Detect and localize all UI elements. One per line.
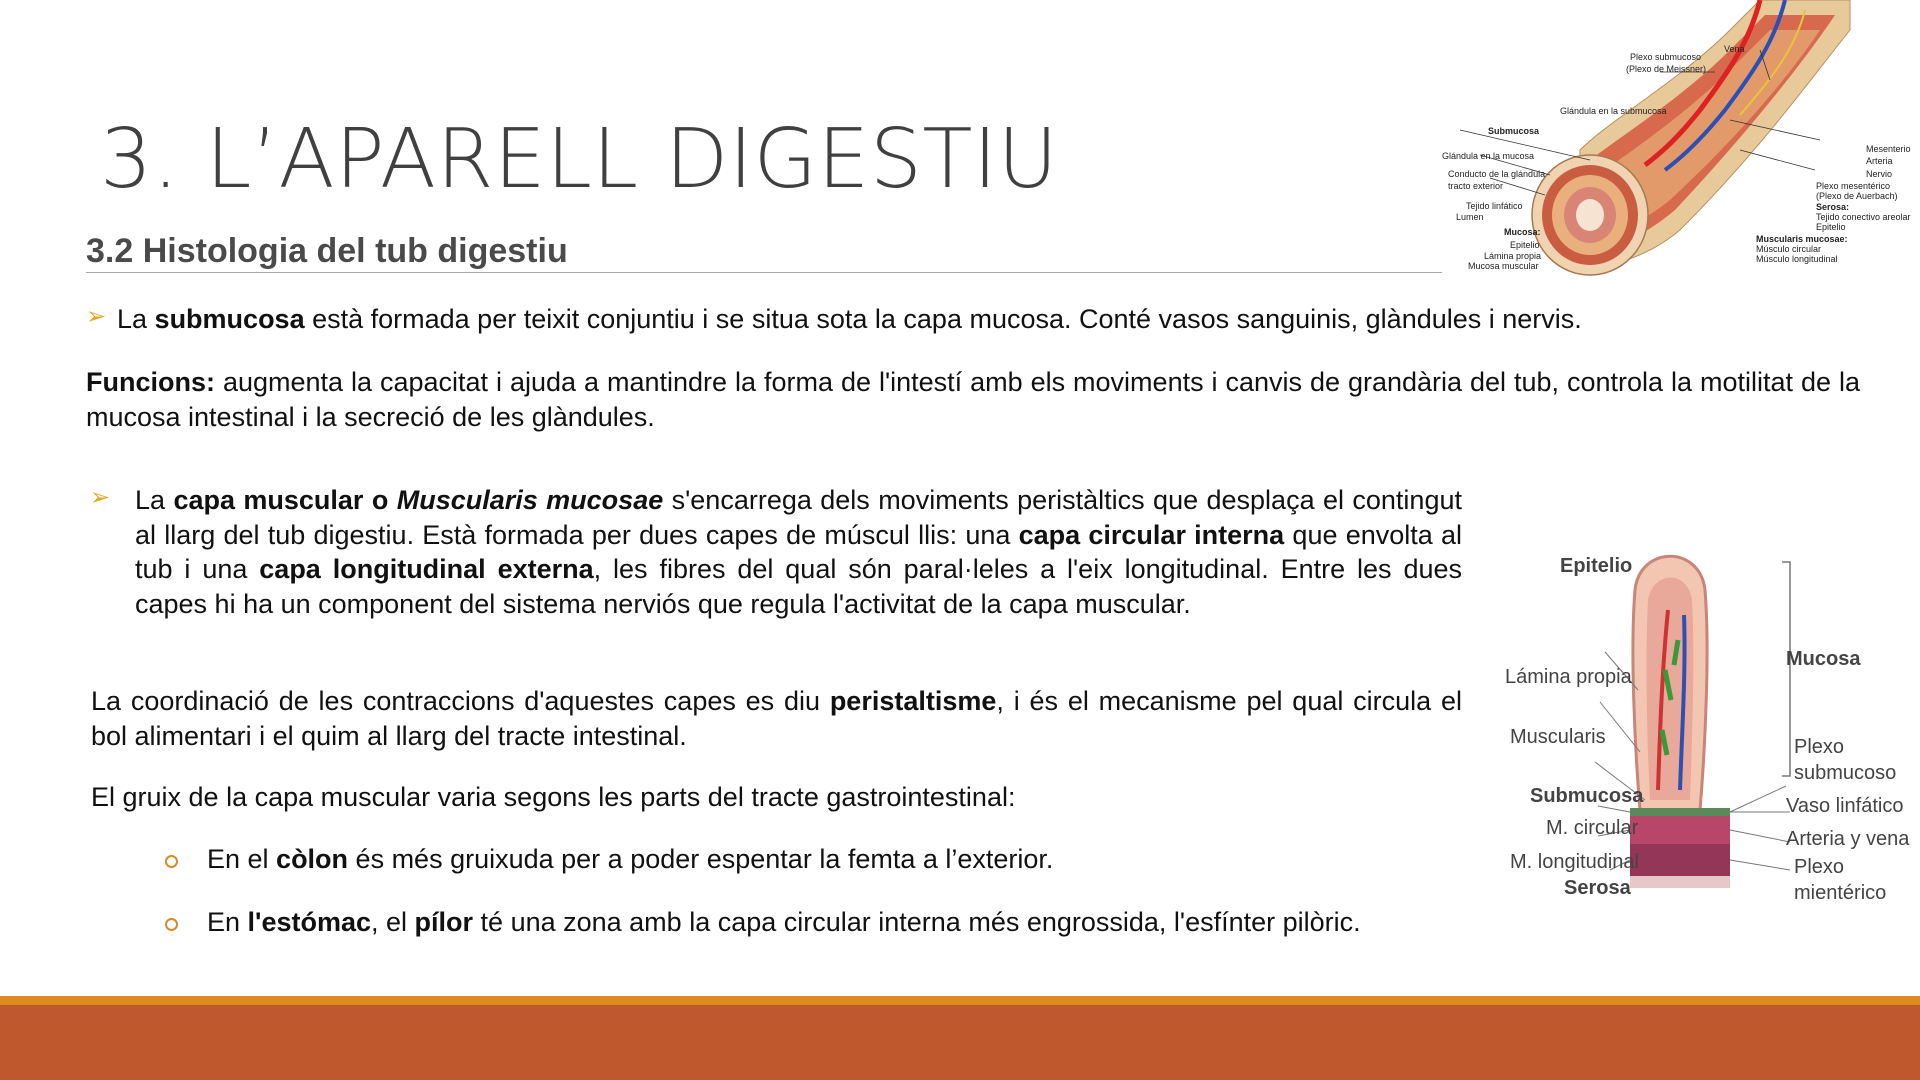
- label-plexo-mienterico-2: mientérico: [1794, 882, 1887, 904]
- label-vaso-linfatico: Vaso linfático: [1786, 795, 1904, 817]
- label-serosa: Serosa: [1564, 877, 1631, 899]
- bullet-colon: En el còlon és més gruixuda per a poder espentar la femta a l’exterior.: [207, 844, 1054, 874]
- label-plexo-mesenterico: Plexo mesentérico: [1816, 181, 1891, 191]
- section-subtitle: 3.2 Histologia del tub digestiu: [86, 232, 568, 270]
- submucosa-paragraph: La submucosa està formada per teixit conjuntiu i se situa sota la capa mucosa. Conté vasos sanguinis, glàndules i nervis.: [117, 304, 1582, 334]
- footer-accent-stripe: [0, 996, 1920, 1005]
- slide-title: 3. L’APARELL DIGESTIU: [100, 112, 1059, 207]
- label-arteria-vena: Arteria y vena: [1786, 828, 1910, 850]
- label-mucosa-muscular: Mucosa muscular: [1468, 261, 1539, 271]
- label-lamina-propia: Lámina propia: [1484, 251, 1542, 261]
- label-muscularis-mucosae: Muscularis mucosae:: [1756, 234, 1848, 244]
- label-submucosa: Submucosa: [1530, 785, 1644, 807]
- label-lamina-propia: Lámina propia: [1505, 666, 1632, 688]
- label-mucosa: Mucosa: [1786, 648, 1861, 670]
- label-mucosa: Mucosa:: [1504, 227, 1541, 237]
- label-submucosa: Submucosa: [1488, 126, 1540, 136]
- label-lumen: Lumen: [1456, 212, 1484, 222]
- label-musculo-circular: Músculo circular: [1756, 244, 1822, 254]
- label-plexo-mienterico: Plexo: [1794, 856, 1845, 878]
- label-glandula-submucosa: Glándula en la submucosa: [1560, 106, 1667, 116]
- label-m-longitudinal: M. longitudinal: [1510, 851, 1639, 873]
- label-epitelio: Epitelio: [1560, 555, 1633, 577]
- label-epitelio-serosa: Epitelio: [1816, 222, 1846, 232]
- label-m-circular: M. circular: [1546, 817, 1639, 839]
- label-tejido-linfatico: Tejido linfático: [1466, 201, 1523, 211]
- label-plexo-meissner: (Plexo de Meissner): [1626, 64, 1707, 74]
- label-epitelio: Epitelio: [1510, 240, 1540, 250]
- arrow-bullet-icon: ➢: [86, 303, 107, 330]
- circle-bullet-icon: [165, 918, 178, 931]
- subtitle-divider: [86, 272, 1442, 273]
- gruix-paragraph: El gruix de la capa muscular varia segons les parts del tracte gastrointestinal:: [91, 782, 1016, 812]
- muscular-paragraph: La capa muscular o Muscularis mucosae s'encarrega dels moviments peristàltics que desplaça el contingut al llarg del tub digestiu. Està formada per dues capes de múscul llis: una capa circular interna que envolta al tub i una capa longitudinal externa, les fibres del qual són paral·leles a l'eix longitudinal. Entre les dues capes hi ha un component del sistema nerviós que regula l'activitat de la capa muscular.: [135, 485, 1463, 619]
- circle-bullet-icon: [165, 855, 178, 868]
- label-mesenterio: Mesenterio: [1866, 144, 1911, 154]
- label-tejido-conectivo: Tejido conectivo areolar: [1816, 212, 1911, 222]
- footer-band: [0, 1005, 1920, 1080]
- label-muscularis: Muscularis: [1510, 726, 1606, 748]
- peristaltisme-paragraph: La coordinació de les contraccions d'aquestes capes es diu peristaltisme, i és el mecanisme pel qual circula el bol alimentari i el quim al llarg del tracte intestinal.: [91, 686, 1462, 751]
- label-nervio: Nervio: [1866, 169, 1893, 179]
- label-plexo-submucoso: Plexo: [1794, 736, 1845, 758]
- label-arteria: Arteria: [1866, 156, 1893, 166]
- bullet-estomac: En l'estómac, el pílor té una zona amb la capa circular interna més engrossida, l'esfínter pilòric.: [207, 907, 1361, 937]
- digestive-tube-diagram: [1430, 0, 1920, 280]
- villus-diagram: [1490, 530, 1910, 920]
- label-glandula-mucosa: Glándula en la mucosa: [1442, 151, 1535, 161]
- label-vena: Vena: [1724, 44, 1745, 54]
- label-plexo-auerbach: (Plexo de Auerbach): [1816, 191, 1898, 201]
- label-musculo-longitudinal: Músculo longitudinal: [1756, 254, 1838, 264]
- arrow-bullet-icon: ➢: [90, 484, 111, 511]
- label-serosa: Serosa:: [1816, 202, 1850, 212]
- funcions-paragraph: Funcions: augmenta la capacitat i ajuda a mantindre la forma de l'intestí amb els moviments i canvis de grandària del tub, controla la motilitat de la mucosa intestinal i la secreció de les glàndules.: [86, 367, 1860, 432]
- label-plexo-submucoso-2: submucoso: [1794, 762, 1897, 784]
- label-tracto-exterior: tracto exterior: [1448, 181, 1504, 191]
- label-plexo-submucoso: Plexo submucoso: [1630, 52, 1702, 62]
- label-conducto: Conducto de la glándula: [1448, 169, 1546, 179]
